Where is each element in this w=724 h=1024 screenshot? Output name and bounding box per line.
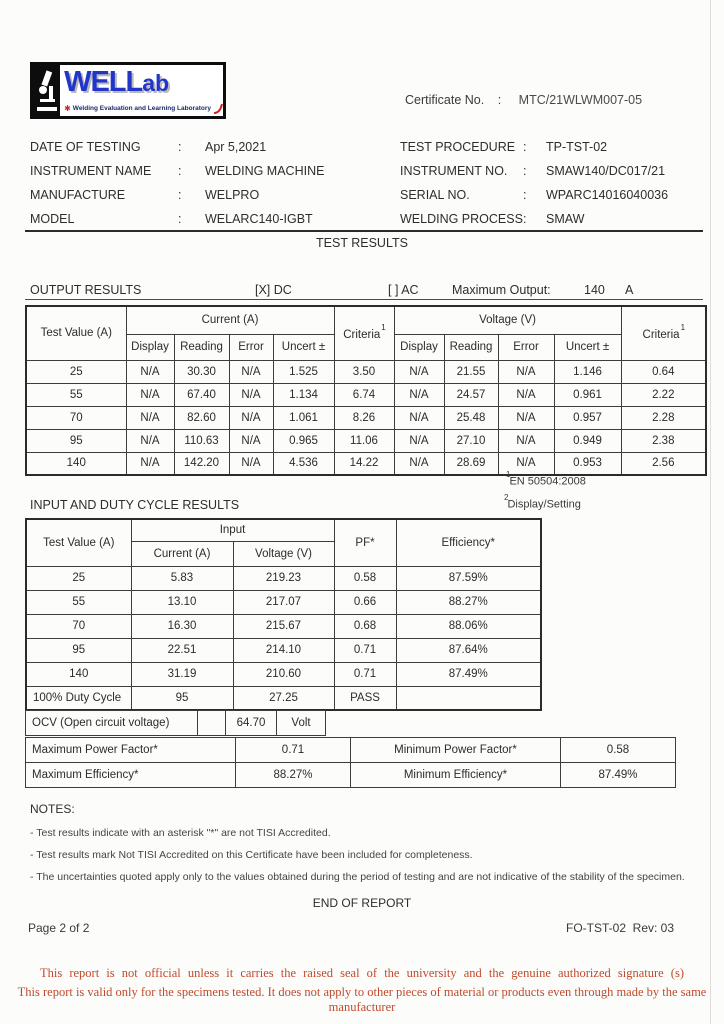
certificate-colon: : <box>497 93 502 107</box>
meta-value-test-procedure: TP-TST-02 <box>546 140 608 154</box>
table-cell: 3.50 <box>334 360 394 383</box>
table-cell: N/A <box>498 383 554 406</box>
table-cell: 2.22 <box>621 383 706 406</box>
meta-label-serial-no: SERIAL NO. <box>400 188 470 202</box>
logo-tagline-row <box>64 103 223 114</box>
table-row <box>26 452 706 475</box>
table-cell: 6.74 <box>334 383 394 406</box>
table-cell: N/A <box>229 452 273 475</box>
meta-value-instrument-no: SMAW140/DC017/21 <box>546 164 666 178</box>
col-pf: PF* <box>334 519 396 566</box>
table-cell: N/A <box>126 452 174 475</box>
table-cell: N/A <box>498 360 554 383</box>
max-output-value: 140 <box>584 283 605 297</box>
logo-tagline: Welding Evaluation and Learning Laboratory <box>72 105 211 112</box>
output-results-table <box>25 305 707 476</box>
table-cell: N/A <box>229 360 273 383</box>
col-voltage-group: Voltage (V) <box>394 306 621 334</box>
dc-checkbox: [X] DC <box>255 283 292 297</box>
table-row <box>26 638 541 662</box>
table-cell: 0.58 <box>334 566 396 590</box>
table-cell: N/A <box>126 429 174 452</box>
col-uncert: Uncert ± <box>273 334 334 360</box>
table-cell: 87.64% <box>396 638 541 662</box>
wellab-logo <box>30 62 226 119</box>
table-cell: 140 <box>26 452 126 475</box>
footnote-ref: 2 <box>504 493 509 502</box>
table-cell: 110.63 <box>174 429 229 452</box>
table-row <box>26 763 676 788</box>
table-cell: 16.30 <box>131 614 233 638</box>
meta-colon: : <box>178 212 182 226</box>
col-display: Display <box>126 334 174 360</box>
table-cell: 13.10 <box>131 590 233 614</box>
ocv-row <box>26 711 326 736</box>
table-row <box>26 738 676 763</box>
table-cell: 30.30 <box>174 360 229 383</box>
end-of-report: END OF REPORT <box>312 896 412 910</box>
table-cell: 2.28 <box>621 406 706 429</box>
table-cell: 55 <box>26 590 131 614</box>
output-results-heading: OUTPUT RESULTS <box>30 283 142 297</box>
scan-edge-artifact <box>710 0 711 1024</box>
max-output-unit: A <box>625 283 634 297</box>
table-cell: 21.55 <box>444 360 498 383</box>
table-cell: 1.525 <box>273 360 334 383</box>
table-cell: 2.56 <box>621 452 706 475</box>
table-cell: Maximum Efficiency* <box>26 763 236 788</box>
criteria-label: Criteria <box>642 328 680 341</box>
table-cell: 0.961 <box>554 383 621 406</box>
table-cell: 87.59% <box>396 566 541 590</box>
table-row <box>26 566 541 590</box>
table-cell: 1.146 <box>554 360 621 383</box>
table-cell: 28.69 <box>444 452 498 475</box>
table-cell: 25 <box>26 566 131 590</box>
input-duty-table <box>25 518 542 711</box>
table-cell: 31.19 <box>131 662 233 686</box>
criteria-footnote-ref: 1 <box>381 322 386 332</box>
table-cell: N/A <box>394 429 444 452</box>
col-current-group: Current (A) <box>126 306 334 334</box>
col-reading: Reading <box>174 334 229 360</box>
max-output-label: Maximum Output: <box>452 283 551 297</box>
table-cell: 210.60 <box>233 662 334 686</box>
form-reference: FO-TST-02 Rev: 03 <box>566 921 675 935</box>
table-cell: 88.27% <box>236 763 351 788</box>
table-cell: 87.49% <box>561 763 676 788</box>
table-cell: N/A <box>498 452 554 475</box>
meta-label-manufacture: MANUFACTURE <box>30 188 126 202</box>
meta-label-date-of-testing: DATE OF TESTING <box>30 140 141 154</box>
table-cell: 1.061 <box>273 406 334 429</box>
meta-value-manufacture: WELPRO <box>205 188 260 202</box>
table-cell: 2.38 <box>621 429 706 452</box>
criteria-footnote-ref: 1 <box>680 322 686 332</box>
divider-rule <box>25 299 703 300</box>
note-item: - Test results indicate with an asterisk "*" are not TISI Accredited. <box>30 827 331 839</box>
ac-checkbox: [ ] AC <box>388 283 419 297</box>
table-cell: 5.83 <box>131 566 233 590</box>
table-row <box>26 406 706 429</box>
table-cell: 0.965 <box>273 429 334 452</box>
meta-colon: : <box>523 140 527 154</box>
meta-value-date-of-testing: Apr 5,2021 <box>205 140 267 154</box>
meta-label-instrument-no: INSTRUMENT NO. <box>400 164 508 178</box>
col-criteria <box>621 306 706 360</box>
meta-value-serial-no: WPARC14016040036 <box>546 188 669 202</box>
table-cell: N/A <box>394 360 444 383</box>
duty-cycle-row <box>26 686 541 710</box>
footnote-display-setting <box>503 493 581 511</box>
table-cell: 0.68 <box>334 614 396 638</box>
table-cell: 0.64 <box>621 360 706 383</box>
col-display: Display <box>394 334 444 360</box>
meta-label-welding-process: WELDING PROCESS <box>400 212 523 226</box>
table-cell: Minimum Efficiency* <box>351 763 561 788</box>
table-cell: 140 <box>26 662 131 686</box>
table-cell: 27.10 <box>444 429 498 452</box>
table-cell: 70 <box>26 614 131 638</box>
col-test-value: Test Value (A) <box>26 306 126 360</box>
empty-cell <box>396 686 541 710</box>
meta-value-welding-process: SMAW <box>546 212 585 226</box>
table-row <box>26 614 541 638</box>
logo-text-block <box>60 65 223 116</box>
col-error: Error <box>229 334 273 360</box>
table-cell: 11.06 <box>334 429 394 452</box>
meta-colon: : <box>523 212 527 226</box>
logo-brand <box>64 67 223 102</box>
meta-colon: : <box>178 188 182 202</box>
table-cell: 214.10 <box>233 638 334 662</box>
microscope-icon <box>33 65 60 116</box>
table-row <box>26 429 706 452</box>
disclaimer-line-2: This report is valid only for the specimens tested. It does not apply to other pieces of material or products even through made by the same manufacturer <box>17 985 707 1014</box>
table-cell: 55 <box>26 383 126 406</box>
meta-colon: : <box>178 164 182 178</box>
table-cell: N/A <box>126 383 174 406</box>
logo-brand-suffix: ab <box>142 70 170 96</box>
table-cell: 88.27% <box>396 590 541 614</box>
table-cell: 95 <box>26 429 126 452</box>
table-cell: N/A <box>229 406 273 429</box>
ocv-table <box>25 710 326 736</box>
table-row <box>26 590 541 614</box>
table-cell: 0.953 <box>554 452 621 475</box>
empty-cell <box>198 711 226 736</box>
table-cell: 0.957 <box>554 406 621 429</box>
table-cell: 219.23 <box>233 566 334 590</box>
disclaimer-line-1: This report is not official unless it carries the raised seal of the university and the genuine authorized signature (s) <box>40 966 684 980</box>
table-cell: 24.57 <box>444 383 498 406</box>
duty-cycle-voltage: 27.25 <box>233 686 334 710</box>
table-cell: 217.07 <box>233 590 334 614</box>
table-cell: 0.66 <box>334 590 396 614</box>
col-input-current: Current (A) <box>131 541 233 566</box>
col-efficiency: Efficiency* <box>396 519 541 566</box>
meta-label-instrument-name: INSTRUMENT NAME <box>30 164 152 178</box>
table-cell: 4.536 <box>273 452 334 475</box>
table-cell: N/A <box>229 429 273 452</box>
table-cell: N/A <box>126 360 174 383</box>
meta-colon: : <box>178 140 182 154</box>
ocv-value: 64.70 <box>226 711 277 736</box>
meta-colon: : <box>523 188 527 202</box>
col-criteria <box>334 306 394 360</box>
certificate-label: Certificate No. <box>405 93 485 107</box>
table-cell: 14.22 <box>334 452 394 475</box>
col-input-voltage: Voltage (V) <box>233 541 334 566</box>
table-cell: 215.67 <box>233 614 334 638</box>
table-cell: N/A <box>498 429 554 452</box>
duty-cycle-current: 95 <box>131 686 233 710</box>
table-cell: 0.71 <box>236 738 351 763</box>
table-cell: N/A <box>498 406 554 429</box>
table-cell: 95 <box>26 638 131 662</box>
divider-rule <box>25 230 703 232</box>
col-reading: Reading <box>444 334 498 360</box>
table-cell: N/A <box>394 383 444 406</box>
duty-cycle-result: PASS <box>334 686 396 710</box>
input-duty-heading: INPUT AND DUTY CYCLE RESULTS <box>30 498 240 512</box>
meta-label-model: MODEL <box>30 212 75 226</box>
col-input-group: Input <box>131 519 334 541</box>
duty-cycle-label: 100% Duty Cycle <box>26 686 131 710</box>
table-cell: 142.20 <box>174 452 229 475</box>
meta-value-model: WELARC140-IGBT <box>205 212 313 226</box>
page-number: Page 2 of 2 <box>28 921 90 935</box>
footnote-ref: 1 <box>506 470 511 479</box>
table-cell: N/A <box>126 406 174 429</box>
notes-heading: NOTES: <box>30 802 75 816</box>
table-cell: 82.60 <box>174 406 229 429</box>
table-cell: 0.71 <box>334 662 396 686</box>
criteria-label: Criteria <box>343 328 381 341</box>
table-cell: 25 <box>26 360 126 383</box>
ocv-label: OCV (Open circuit voltage) <box>26 711 198 736</box>
table-cell: 8.26 <box>334 406 394 429</box>
footnote-en50504 <box>505 470 586 488</box>
section-title: TEST RESULTS <box>316 236 408 250</box>
table-cell: 0.58 <box>561 738 676 763</box>
table-row <box>26 383 706 406</box>
star-icon: ✱ <box>64 103 71 113</box>
table-cell: 25.48 <box>444 406 498 429</box>
table-row <box>26 662 541 686</box>
note-item: - Test results mark Not TISI Accredited on this Certificate have been included for completeness. <box>30 849 473 861</box>
meta-label-test-procedure: TEST PROCEDURE <box>400 140 516 154</box>
table-cell: 87.49% <box>396 662 541 686</box>
table-cell: 22.51 <box>131 638 233 662</box>
table-cell: 67.40 <box>174 383 229 406</box>
certificate-number-line <box>405 93 642 107</box>
table-cell: 0.71 <box>334 638 396 662</box>
table-cell: 0.949 <box>554 429 621 452</box>
table-cell: 70 <box>26 406 126 429</box>
table-cell: Maximum Power Factor* <box>26 738 236 763</box>
meta-value-instrument-name: WELDING MACHINE <box>205 164 325 178</box>
certificate-value: MTC/21WLWM007-05 <box>518 93 643 107</box>
logo-brand-main: WELL <box>64 66 143 98</box>
footnote-text: Display/Setting <box>507 498 581 511</box>
summary-table <box>25 737 676 788</box>
table-cell: 88.06% <box>396 614 541 638</box>
ocv-unit: Volt <box>277 711 326 736</box>
table-cell: 1.134 <box>273 383 334 406</box>
meta-colon: : <box>523 164 527 178</box>
table-row <box>26 360 706 383</box>
table-cell: N/A <box>394 406 444 429</box>
table-cell: N/A <box>229 383 273 406</box>
swoosh-icon <box>213 103 223 114</box>
col-error: Error <box>498 334 554 360</box>
table-cell: N/A <box>394 452 444 475</box>
note-item: - The uncertainties quoted apply only to the values obtained during the period of testing and are not indicative of the stability of the specimen. <box>30 871 685 883</box>
col-uncert: Uncert ± <box>554 334 621 360</box>
table-cell: Minimum Power Factor* <box>351 738 561 763</box>
col-test-value: Test Value (A) <box>26 519 131 566</box>
footnote-text: EN 50504:2008 <box>509 475 586 488</box>
